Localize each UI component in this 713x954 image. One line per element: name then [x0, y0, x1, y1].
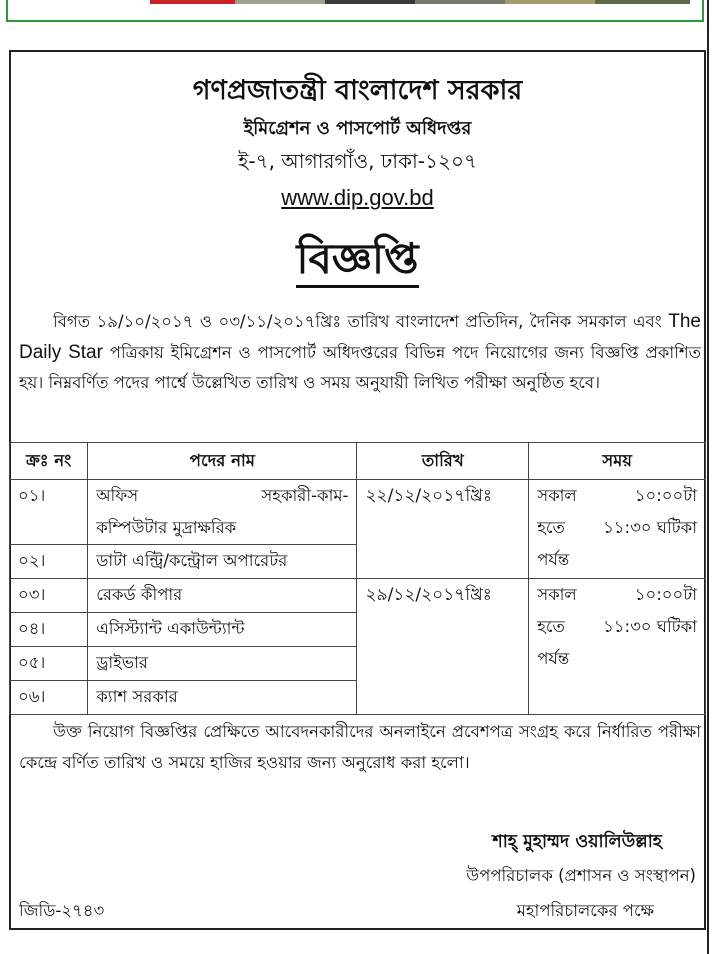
table-row	[10, 480, 706, 545]
signatory-designation: উপপরিচালক (প্রশাসন ও সংস্থাপন)	[466, 866, 696, 885]
top-banner-strip	[0, 0, 713, 28]
table-row	[10, 579, 706, 613]
time-cell: সকাল ১০:০০টা হতে ১১:৩০ ঘটিকা পর্যন্ত	[529, 579, 706, 715]
exam-schedule-table	[9, 442, 706, 715]
banner-image-edge	[150, 0, 690, 4]
notice-document	[9, 50, 706, 930]
office-address: ই-৭, আগারগাঁও, ঢাকা-১২০৭	[237, 149, 478, 173]
post-cell: রেকর্ড কীপার	[88, 579, 357, 613]
post-cell: ক্যাশ সরকার	[88, 681, 357, 715]
reference-number: জিডি-২৭৪৩	[19, 901, 105, 920]
serial-cell: ০২।	[10, 545, 88, 579]
time-cell: সকাল ১০:০০টা হতে ১১:৩০ ঘটিকা পর্যন্ত	[529, 480, 706, 579]
government-title: গণপ্রজাতন্ত্রী বাংলাদেশ সরকার	[192, 75, 523, 106]
post-cell: এসিস্ট্যান্ট একাউন্ট্যান্ট	[88, 613, 357, 647]
post-cell: ড্রাইভার	[88, 647, 357, 681]
newspaper-name: The Daily Star	[19, 311, 701, 363]
date-cell: ২২/১২/২০১৭খ্রিঃ	[357, 480, 529, 579]
header-serial: ক্রঃ নং	[10, 443, 88, 480]
date-cell: ২৯/১২/২০১৭খ্রিঃ	[357, 579, 529, 715]
serial-cell: ০১।	[10, 480, 88, 545]
serial-cell: ০৩।	[10, 579, 88, 613]
post-cell: অফিস সহকারী-কাম- কম্পিউটার মুদ্রাক্ষরিক	[88, 480, 357, 545]
department-name: ইমিগ্রেশন ও পাসপোর্ট অধিদপ্তর	[243, 118, 472, 139]
table-header-row	[10, 443, 706, 480]
header-date: তারিখ	[357, 443, 529, 480]
serial-cell: ০৬।	[10, 681, 88, 715]
page-edge-line	[707, 0, 709, 954]
notice-title: বিজ্ঞপ্তি	[11, 226, 704, 297]
serial-cell: ০৪।	[10, 613, 88, 647]
on-behalf-text: মহাপরিচালকের পক্ষে	[516, 901, 654, 920]
closing-paragraph: উক্ত নিয়োগ বিজ্ঞপ্তির প্রেক্ষিতে আবেদনকারীদের অনলাইনে প্রবেশপত্র সংগ্রহ করে নির্ধারিত পরীক্ষা কেন্দ্রে বর্ণিত তারিখ ও সময়ে হাজির হওয়ার জন্য অনুরোধ করা হলো।	[19, 722, 701, 772]
intro-paragraph: বিগত ১৯/১০/২০১৭ ও ০৩/১১/২০১৭খ্রিঃ তারিখ বাংলাদেশ প্রতিদিন, দৈনিক সমকাল এবং The Daily Star পত্রিকায় ইমিগ্রেশন ও পাসপোর্ট অধিদপ্তরের বিভিন্ন পদে নিয়োগের জন্য বিজ্ঞপ্তি প্রকাশিত হয়। নিম্নবর্ণিত পদের পার্শ্বে উল্লেখিত তারিখ ও সময় অনুযায়ী লিখিত পরীক্ষা অনুষ্ঠিত হবে।	[19, 311, 701, 392]
signatory-name: শাহ্ মুহাম্মদ ওয়ালিউল্লাহ	[492, 832, 662, 852]
header-time: সময়	[529, 443, 706, 480]
post-cell: ডাটা এন্ট্রি/কন্ট্রোল অপারেটর	[88, 545, 357, 579]
website-link[interactable]: www.dip.gov.bd	[281, 185, 434, 210]
serial-cell: ০৫।	[10, 647, 88, 681]
header-post: পদের নাম	[88, 443, 357, 480]
